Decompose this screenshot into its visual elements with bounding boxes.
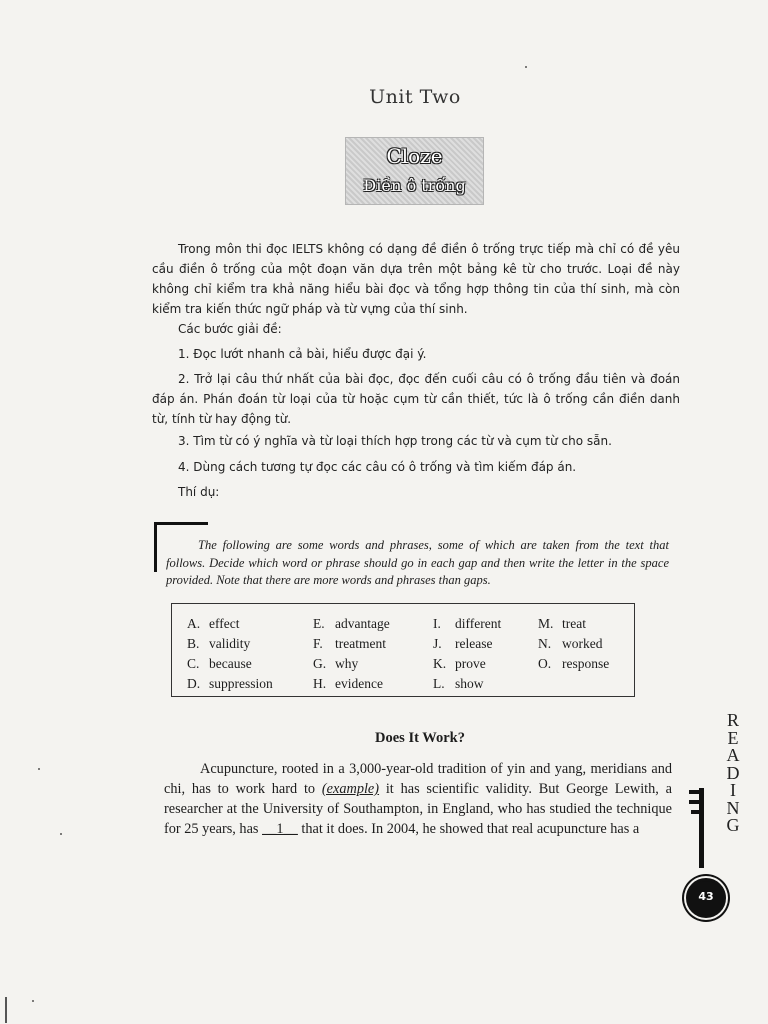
scan-edge-mark <box>5 997 7 1023</box>
page-number-badge <box>686 878 726 918</box>
option-item: F. treatment <box>313 636 386 651</box>
banner-title-en: Cloze <box>386 144 443 168</box>
example-gap: (example) <box>321 781 380 797</box>
option-item: C. because <box>187 656 252 671</box>
key-tooth <box>689 790 700 794</box>
option-item: L. show <box>433 676 484 691</box>
step-1: 1. Đọc lướt nhanh cả bài, hiểu được đại ý. <box>178 347 427 361</box>
page-number: 43 <box>698 890 714 903</box>
example-label: Thí dụ: <box>178 485 220 499</box>
step-2: 2. Trở lại câu thứ nhất của bài đọc, đọc đến cuối câu có ô trống đầu tiên và đoán đáp án. Phán đoán từ loại của từ hoặc cụm từ cần thiết, tức là ô trống cần điền danh từ, tính từ hay động từ. <box>152 372 680 426</box>
key-tooth <box>691 810 700 814</box>
scan-speck <box>60 833 62 835</box>
options-column-4 <box>538 614 609 674</box>
options-column-2 <box>313 614 390 694</box>
step-3: 3. Tìm từ có ý nghĩa và từ loại thích hợp trong các từ và cụm từ cho sẵn. <box>178 434 612 448</box>
scan-speck <box>38 768 40 770</box>
key-tooth <box>689 800 700 804</box>
step-4: 4. Dùng cách tương tự đọc các câu có ô trống và tìm kiếm đáp án. <box>178 460 577 474</box>
section-banner <box>345 137 484 205</box>
options-column-3 <box>433 614 501 694</box>
instructions: The following are some words and phrases, some of which are taken from the text that follows. Decide which word or phrase should go in each gap and then write the letter in the space provided. Note that there are more words and phrases than gaps. <box>166 538 669 587</box>
steps-heading: Các bước giải đề: <box>178 322 282 336</box>
option-item: D. suppression <box>187 676 273 691</box>
option-item: O. response <box>538 656 610 671</box>
option-item: B. validity <box>187 636 251 651</box>
scan-speck <box>525 66 527 68</box>
option-item: J. release <box>433 636 493 651</box>
option-item: M. treat <box>538 616 586 631</box>
option-item: H. evidence <box>313 676 383 691</box>
option-item: A. effect <box>187 616 240 631</box>
option-item: K. prove <box>433 656 486 671</box>
reading-title: Does It Work? <box>375 730 465 746</box>
option-item: I. different <box>433 616 502 631</box>
option-item: N. worked <box>538 636 603 651</box>
options-column-1 <box>187 614 273 694</box>
option-item: G. why <box>313 656 359 671</box>
intro-paragraph: Trong môn thi đọc IELTS không có dạng đề điền ô trống trực tiếp mà chỉ có đề yêu cầu điền ô trống của một đoạn văn dựa trên một bảng kê từ cho trước. Loại đề này không chỉ kiểm tra khả năng hiểu bài đọc và tổng hợp thông tin của thí sinh, mà còn kiểm tra kiến thức ngữ pháp và từ vựng của thí sinh. <box>152 242 680 316</box>
scan-speck <box>32 1000 34 1002</box>
gap-1: __1__ <box>262 821 298 837</box>
bracket-horizontal <box>154 522 208 525</box>
banner-title-vi: Điền ô trống <box>363 176 466 195</box>
bracket-vertical <box>154 522 157 572</box>
option-item: E. advantage <box>313 616 390 631</box>
side-label-reading: R E A D I N G <box>726 710 740 835</box>
unit-title: Unit Two <box>369 86 461 108</box>
reading-passage: Acupuncture, rooted in a 3,000-year-old tradition of yin and yang, meridians and chi, has to work hard to (example) it has scientific validity. But George Lewith, a researcher at the University of Southampton, in England, who has studied the technique for 25 years, has __1__ that it does. In 2004, he showed that real acupuncture has a <box>164 761 672 837</box>
